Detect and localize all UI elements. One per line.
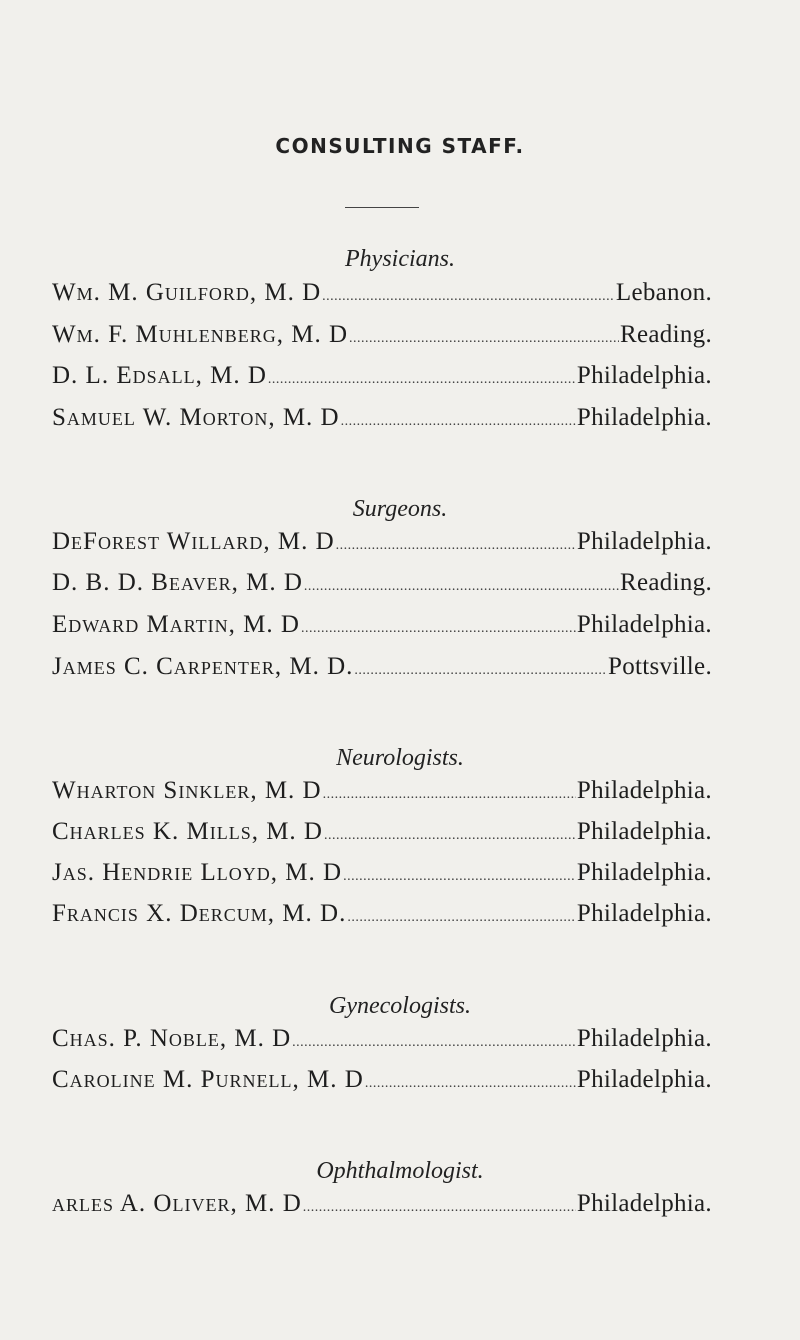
- dot-leader: [343, 869, 576, 885]
- dot-leader: [322, 289, 615, 305]
- staff-location: Pottsville.: [607, 653, 712, 680]
- staff-name: Chas. P. Noble, M. D: [52, 1025, 292, 1052]
- staff-entry: [52, 777, 712, 807]
- dot-leader: [292, 1035, 576, 1051]
- staff-name: arles A. Oliver, M. D: [52, 1190, 302, 1217]
- staff-entry: [52, 653, 712, 683]
- staff-name: Samuel W. Morton, M. D: [52, 404, 340, 431]
- section-title-surgeons: Surgeons.: [352, 496, 448, 522]
- staff-entry: [52, 859, 712, 889]
- staff-name: Edward Martin, M. D: [52, 611, 300, 638]
- section-title-physicians: Physicians.: [345, 246, 455, 272]
- staff-name: Wharton Sinkler, M. D: [52, 777, 322, 804]
- staff-name: Wm. F. Muhlenberg, M. D: [52, 321, 349, 348]
- page-heading: CONSULTING STAFF.: [275, 134, 525, 158]
- dot-leader: [324, 828, 576, 844]
- staff-entry: [52, 611, 712, 641]
- staff-location: Reading.: [620, 321, 712, 348]
- staff-location: Philadelphia.: [576, 900, 712, 927]
- staff-name: Jas. Hendrie Lloyd, M. D: [52, 859, 343, 886]
- staff-name: Charles K. Mills, M. D: [52, 818, 323, 845]
- staff-entry: [52, 404, 712, 434]
- staff-entry: [52, 1066, 712, 1096]
- staff-location: Philadelphia.: [576, 404, 712, 431]
- dot-leader: [303, 1200, 576, 1216]
- staff-name: Wm. M. Guilford, M. D: [52, 279, 322, 306]
- dot-leader: [365, 1076, 576, 1092]
- staff-location: Philadelphia.: [576, 818, 712, 845]
- staff-location: Philadelphia.: [576, 528, 712, 555]
- divider-rule: [345, 207, 419, 208]
- dot-leader: [336, 538, 576, 554]
- staff-location: Philadelphia.: [576, 611, 712, 638]
- staff-name: Francis X. Dercum, M. D.: [52, 900, 347, 927]
- staff-name: DeForest Willard, M. D: [52, 528, 335, 555]
- staff-location: Philadelphia.: [576, 859, 712, 886]
- staff-location: Lebanon.: [615, 279, 712, 306]
- dot-leader: [268, 372, 576, 388]
- staff-location: Philadelphia.: [576, 362, 712, 389]
- staff-entry: [52, 818, 712, 848]
- dot-leader: [301, 621, 576, 637]
- staff-location: Philadelphia.: [576, 1066, 712, 1093]
- staff-entry: [52, 362, 712, 392]
- dot-leader: [349, 331, 619, 347]
- dot-leader: [347, 910, 576, 926]
- staff-name: D. L. Edsall, M. D: [52, 362, 267, 389]
- staff-name: D. B. D. Beaver, M. D: [52, 569, 303, 596]
- dot-leader: [323, 787, 576, 803]
- staff-location: Philadelphia.: [576, 777, 712, 804]
- dot-leader: [341, 414, 576, 430]
- staff-entry: [52, 528, 712, 558]
- staff-entry: [52, 569, 712, 599]
- section-title-neurologists: Neurologists.: [336, 745, 464, 771]
- staff-location: Reading.: [620, 569, 712, 596]
- staff-entry: [52, 279, 712, 309]
- staff-entry: [52, 1190, 712, 1220]
- staff-entry: [52, 1025, 712, 1055]
- section-title-ophthalmologist: Ophthalmologist.: [316, 1158, 484, 1184]
- staff-name: James C. Carpenter, M. D.: [52, 653, 354, 680]
- staff-location: Philadelphia.: [576, 1190, 712, 1217]
- staff-name: Caroline M. Purnell, M. D: [52, 1066, 364, 1093]
- section-title-gynecologists: Gynecologists.: [329, 993, 471, 1019]
- dot-leader: [354, 663, 607, 679]
- staff-entry: [52, 321, 712, 351]
- dot-leader: [304, 579, 619, 595]
- staff-location: Philadelphia.: [576, 1025, 712, 1052]
- staff-entry: [52, 900, 712, 930]
